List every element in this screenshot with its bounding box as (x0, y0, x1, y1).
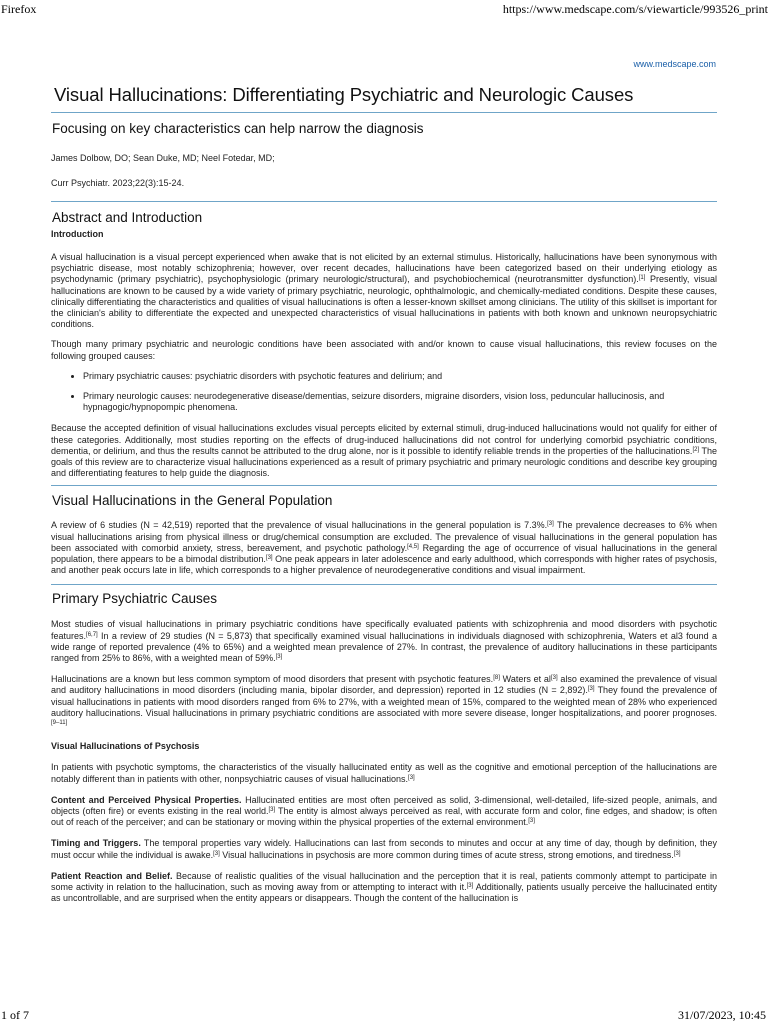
print-header (0, 2, 768, 16)
paragraph: Patient Reaction and Belief. Because of realistic qualities of the visual hallucination and the perception that it is real, patients commonly attempt to participate in some activity in relation to the hallucination, such as moving away from or attempting to interact with it.[3] Additionally, patients usually perceive the hallucinated entity as uncontrollable, and are surprised when the entity appears or disappears. Though the content of the hallucination is (51, 870, 717, 904)
article (51, 58, 717, 904)
print-datetime: 31/07/2023, 10:45 (677, 1008, 766, 1022)
authors: James Dolbow, DO; Sean Duke, MD; Neel Fotedar, MD; (51, 153, 275, 163)
browser-name: Firefox (1, 2, 37, 16)
paragraph: A review of 6 studies (N = 42,519) reported that the prevalence of visual hallucinations in the general population is 7.3%.[3] The prevalence decreases to 6% when visual hallucinations arising from physical illness or drug/chemical consumption are excluded. The prevalence of visual hallucinations in the general population has been associated with comorbid anxiety, stress, bereavement, and psychotic pathology.[4,5] Regarding the age of occurrence of visual hallucinations in the general population, there appears to be a bimodal distribution.[3] One peak appears in later adolescence and early adulthood, which corresponds with higher rates of psychosis, and another peak occurs late in life, which corresponds to a higher prevalence of neurodegenerative conditions and visual impairment. (51, 520, 717, 576)
paragraph: Most studies of visual hallucinations in primary psychiatric conditions have specifically evaluated patients with schizophrenia and mood disorders with psychotic features.[6,7] In a review of 29 studies (N = 5,873) that specifically examined visual hallucinations in individuals diagnosed with schizophrenia, Waters et al3 found a wide range of reported prevalence (4% to 65%) and a weighted mean prevalence of 27%. In contrast, the prevalence of auditory hallucinations in these participants ranged from 25% to 86%, with a weighted mean of 59%.[3] (51, 619, 717, 664)
paragraph: Hallucinations are a known but less common symptom of mood disorders that present with psychotic features.[8] Waters et al[3] also examined the prevalence of visual and auditory hallucinations in mood disorders (including mania, bipolar disorder, and depression) reported in 12 studies (N = 2,892).[3] They found the prevalence of visual hallucinations in patients with mood disorders ranged from 6% to 27%, with a weighted mean of 15%, compared to the weighted mean of 28% who experienced auditory hallucinations. Visual hallucinations in primary psychiatric conditions are associated with more severe disease, longer hospitalizations, and poorer prognoses.[9–11] (51, 674, 717, 727)
section-rule (51, 201, 717, 202)
cause-list (51, 371, 717, 414)
list-item: • Primary psychiatric causes: psychiatric disorders with psychotic features and delirium; and (83, 371, 717, 382)
paragraph: Because the accepted definition of visual hallucinations excludes visual percepts elicited by external stimuli, drug-induced hallucinations would not qualify for either of these categories. Additionally, most studies reporting on the effects of drug-induced hallucinations did not control for underlying comorbid psychiatric conditions, dementia, or delirium, and thus the results cannot be attributed to the drug alone, nor is it possible to identify reliable trends in the properties of the hallucinations.[2] The goals of this review are to characterize visual hallucinations experienced as a result of primary psychiatric and primary neurologic conditions and describe key grouping and differentiating features to help guide the diagnosis. (51, 423, 717, 479)
page-number: 1 of 7 (1, 1008, 29, 1022)
article-subtitle: Focusing on key characteristics can help narrow the diagnosis (52, 121, 424, 136)
title-rule (51, 112, 717, 113)
subheading-psychosis: Visual Hallucinations of Psychosis (51, 741, 200, 752)
paragraph: A visual hallucination is a visual percept experienced when awake that is not elicited by an external stimulus. Historically, hallucinations have been synonymous with psychiatric disease, most notably schizophrenia; however, over recent decades, hallucinations have been categorized based on their underlying etiology as psychodynamic (primary psychiatric), psychophysiologic (primary neurologic/structural), and psychobiochemical (neurotransmitter dysfunction).[1] Presently, visual hallucinations are known to be caused by a wide variety of primary psychiatric, neurologic, ophthalmologic, and chemically-mediated conditions. Despite these causes, clinically differentiating the characteristics and qualities of visual hallucinations is often a lesser-known skillset among clinicians. The utility of this skillset is important for the clinician's ability to differentiate the expected and unexpected characteristics of visual hallucinations in patients with both known and unknown neuropsychiatric conditions. (51, 252, 717, 330)
citation: Curr Psychiatr. 2023;22(3):15-24. (51, 178, 185, 188)
list-item: • Primary neurologic causes: neurodegenerative disease/dementias, seizure disorders, migraine disorders, vision loss, peduncular hallucinosis, and hypnagogic/hypnopompic phenomena. (83, 391, 717, 413)
article-title: Visual Hallucinations: Differentiating Psychiatric and Neurologic Causes (54, 84, 634, 105)
site-link[interactable]: www.medscape.com (633, 59, 716, 69)
paragraph: Timing and Triggers. The temporal properties vary widely. Hallucinations can last from seconds to minutes and occur at any time of day, though by definition, they must occur while the individual is awake.[3] Visual hallucinations in psychosis are more common during times of acute stress, strong emotions, and tiredness.[3] (51, 838, 717, 860)
paragraph: Content and Perceived Physical Properties. Hallucinated entities are most often perceived as solid, 3-dimensional, well-detailed, life-sized people, animals, and objects (often fire) or events existing in the real world.[3] The entity is almost always perceived as real, with accurate form and color, fine edges, and shadow; is often out of reach of the perceiver; and can be stationary or moving within the physical properties of the external environment.[3] (51, 794, 717, 828)
section-heading-general-population: Visual Hallucinations in the General Population (52, 493, 333, 509)
section-heading-psychiatric: Primary Psychiatric Causes (52, 591, 218, 607)
paragraph: Though many primary psychiatric and neurologic conditions have been associated with and/or known to cause visual hallucinations, this review focuses on the following grouped causes: (51, 339, 717, 361)
section-heading-abstract: Abstract and Introduction (52, 210, 203, 225)
paragraph: In patients with psychotic symptoms, the characteristics of the visually hallucinated entity as well as the cognitive and emotional perception of the hallucinations are notably different than in patients with other, nonpsychiatric causes of visual hallucinations.[3] (51, 762, 717, 784)
section-rule (51, 485, 717, 486)
subheading-introduction: Introduction (51, 229, 104, 239)
section-rule (51, 584, 717, 585)
print-footer (0, 1008, 768, 1022)
page-url: https://www.medscape.com/s/viewarticle/993526_print (502, 2, 768, 16)
